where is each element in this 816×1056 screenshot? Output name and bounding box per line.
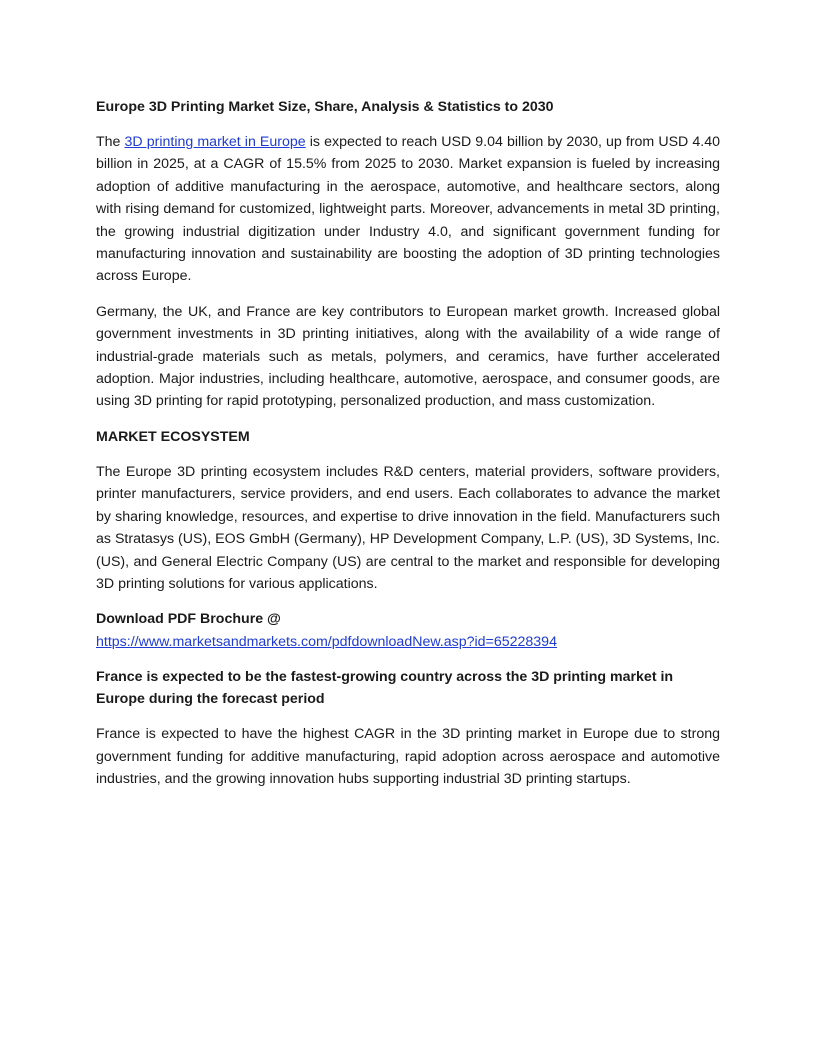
download-link[interactable]: https://www.marketsandmarkets.com/pdfdownloadNew.asp?id=65228394 [96,633,557,650]
market-link[interactable]: 3D printing market in Europe [124,134,306,150]
document-title: Europe 3D Printing Market Size, Share, Analysis & Statistics to 2030 [96,99,554,115]
download-label: Download PDF Brochure @ [96,611,281,628]
download-block [96,608,720,653]
intro-suffix: is expected to reach USD 9.04 billion by 2030, up from USD 4.40 billion in 2025, at a CAGR of 15.5% from 2025 to 2030. Market expansion is fueled by increasing adoption of additive manufacturing in the aerospace, automotive, and healthcare sectors, along with rising demand for customized, lightweight parts. Moreover, advancements in metal 3D printing, the growing industrial digitization under Industry 4.0, and significant government funding for manufacturing innovation and sustainability are boosting the adoption of 3D printing technologies across Europe. [96,134,720,285]
intro-prefix: The [96,134,125,150]
document-page [96,96,720,803]
intro-paragraph [96,131,720,288]
ecosystem-paragraph: The Europe 3D printing ecosystem includes R&D centers, material providers, software providers, printer manufacturers, service providers, and end users. Each collaborates to advance the market by sharing knowledge, resources, and expertise to drive innovation in the field. Manufacturers such as Stratasys (US), EOS GmbH (Germany), HP Development Company, L.P. (US), 3D Systems, Inc. (US), and General Electric Company (US) are central to the market and responsible for developing 3D printing solutions for various applications. [96,463,720,592]
growth-paragraph: Germany, the UK, and France are key contributors to European market growth. Increased global government investments in 3D printing initiatives, along with the availability of a wide range of industrial-grade materials such as metals, polymers, and ceramics, have further accelerated adoption. Major industries, including healthcare, automotive, aerospace, and consumer goods, are using 3D printing for rapid prototyping, personalized production, and mass customization. [96,303,720,410]
ecosystem-heading: MARKET ECOSYSTEM [96,428,250,445]
france-heading: France is expected to be the fastest-growing country across the 3D printing market in Europe during the forecast period [96,669,674,708]
france-paragraph: France is expected to have the highest CAGR in the 3D printing market in Europe due to strong government funding for additive manufacturing, rapid adoption across aerospace and automotive industries, and the growing innovation hubs supporting industrial 3D printing startups. [96,726,720,787]
